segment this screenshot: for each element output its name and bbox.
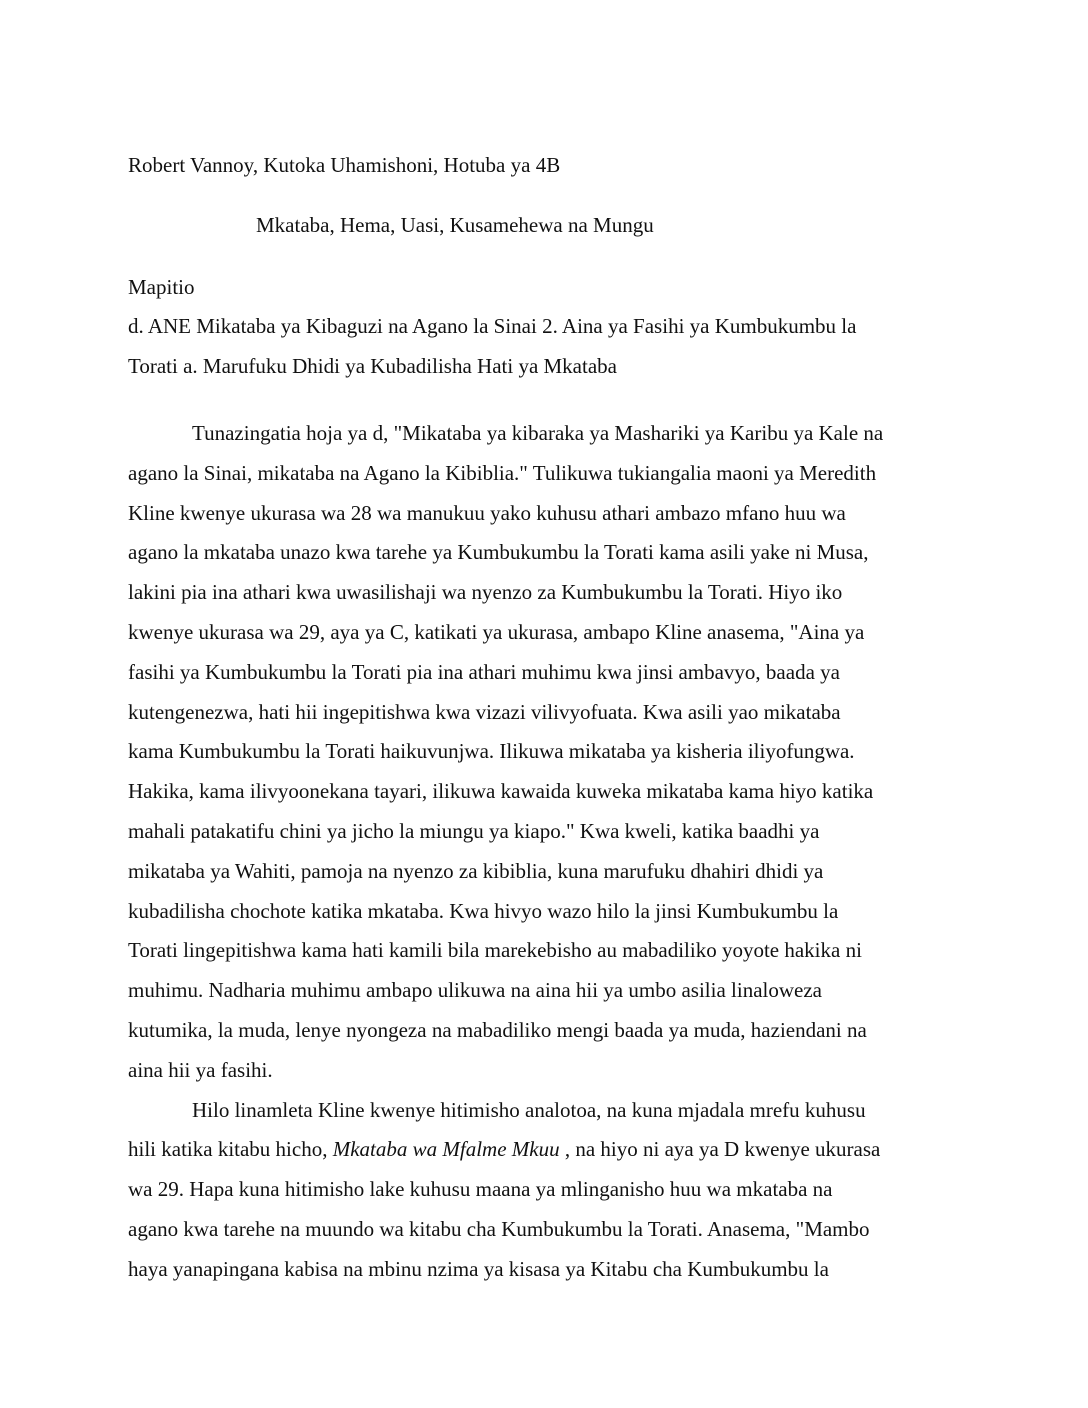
lecture-header: Robert Vannoy, Kutoka Uhamishoni, Hotuba ya 4B [128,153,561,177]
paragraph-line: agano la Sinai, mikataba na Agano la Kibiblia." Tulikuwa tukiangalia maoni ya Meredith [128,460,877,485]
paragraph-line: wa 29. Hapa kuna hitimisho lake kuhusu maana ya mlinganisho huu wa mkataba na [128,1177,833,1202]
paragraph-line: kutengenezwa, hati hii ingepitishwa kwa vizazi vilivyofuata. Kwa asili yao mikataba [128,699,841,724]
paragraph-2 [128,1091,958,1290]
paragraph-line: agano la mkataba unazo kwa tarehe ya Kumbukumbu la Torati kama asili yake ni Musa, [128,540,869,565]
outline-line: Torati a. Marufuku Dhidi ya Kubadilisha Hati ya Mkataba [128,354,617,378]
paragraph-line: fasihi ya Kumbukumbu la Torati pia ina athari muhimu kwa jinsi ambavyo, baada ya [128,659,840,684]
text-segment: , na hiyo ni aya ya D kwenye ukurasa [559,1137,881,1162]
paragraph-line: mahali patakatifu chini ya jicho la miungu ya kiapo." Kwa kweli, katika baadhi ya [128,818,820,843]
paragraph-line: Kline kwenye ukurasa wa 28 wa manukuu yako kuhusu athari ambazo mfano huu wa [128,500,846,525]
paragraph-line: kutumika, la muda, lenye nyongeza na mabadiliko mengi baada ya muda, haziendani na [128,1017,867,1042]
paragraph-line: Tunazingatia hoja ya d, "Mikataba ya kibaraka ya Mashariki ya Karibu ya Kale na [192,421,884,445]
paragraph-line: Hilo linamleta Kline kwenye hitimisho analotoa, na kuna mjadala mrefu kuhusu [192,1097,866,1122]
paragraph-line: kubadilisha chochote katika mkataba. Kwa hivyo wazo hilo la jinsi Kumbukumbu la [128,898,839,923]
outline-line: d. ANE Mikataba ya Kibaguzi na Agano la Sinai 2. Aina ya Fasihi ya Kumbukumbu la [128,314,857,338]
paragraph-line: mikataba ya Wahiti, pamoja na nyenzo za kibiblia, kuna marufuku dhahiri dhidi ya [128,858,824,883]
lecture-title: Mkataba, Hema, Uasi, Kusamehewa na Mungu [256,213,654,237]
review-heading: Mapitio [128,275,195,299]
paragraph-line: aina hii ya fasihi. [128,1057,273,1082]
text-segment: hili katika kitabu hicho, [128,1137,333,1162]
book-title: Mkataba wa Mfalme Mkuu [332,1137,560,1162]
paragraph-line: lakini pia ina athari kwa uwasilishaji wa nyenzo za Kumbukumbu la Torati. Hiyo iko [128,580,843,605]
paragraph-line: Hakika, kama ilivyoonekana tayari, ilikuwa kawaida kuweka mikataba kama hiyo katika [128,779,874,804]
paragraph-1 [128,414,958,1091]
paragraph-line: haya yanapingana kabisa na mbinu nzima ya kisasa ya Kitabu cha Kumbukumbu la [128,1256,829,1281]
paragraph-line [128,1130,958,1170]
paragraph-line: kama Kumbukumbu la Torati haikuvunjwa. Ilikuwa mikataba ya kisheria iliyofungwa. [128,739,855,764]
body-text [128,414,958,1290]
paragraph-line: agano kwa tarehe na muundo wa kitabu cha Kumbukumbu la Torati. Anasema, "Mambo [128,1216,870,1241]
paragraph-line: muhimu. Nadharia muhimu ambapo ulikuwa na aina hii ya umbo asilia linaloweza [128,978,822,1003]
paragraph-line: kwenye ukurasa wa 29, aya ya C, katikati ya ukurasa, ambapo Kline anasema, "Aina ya [128,619,865,644]
paragraph-line: Torati lingepitishwa kama hati kamili bila marekebisho au mabadiliko yoyote hakika ni [128,938,862,963]
